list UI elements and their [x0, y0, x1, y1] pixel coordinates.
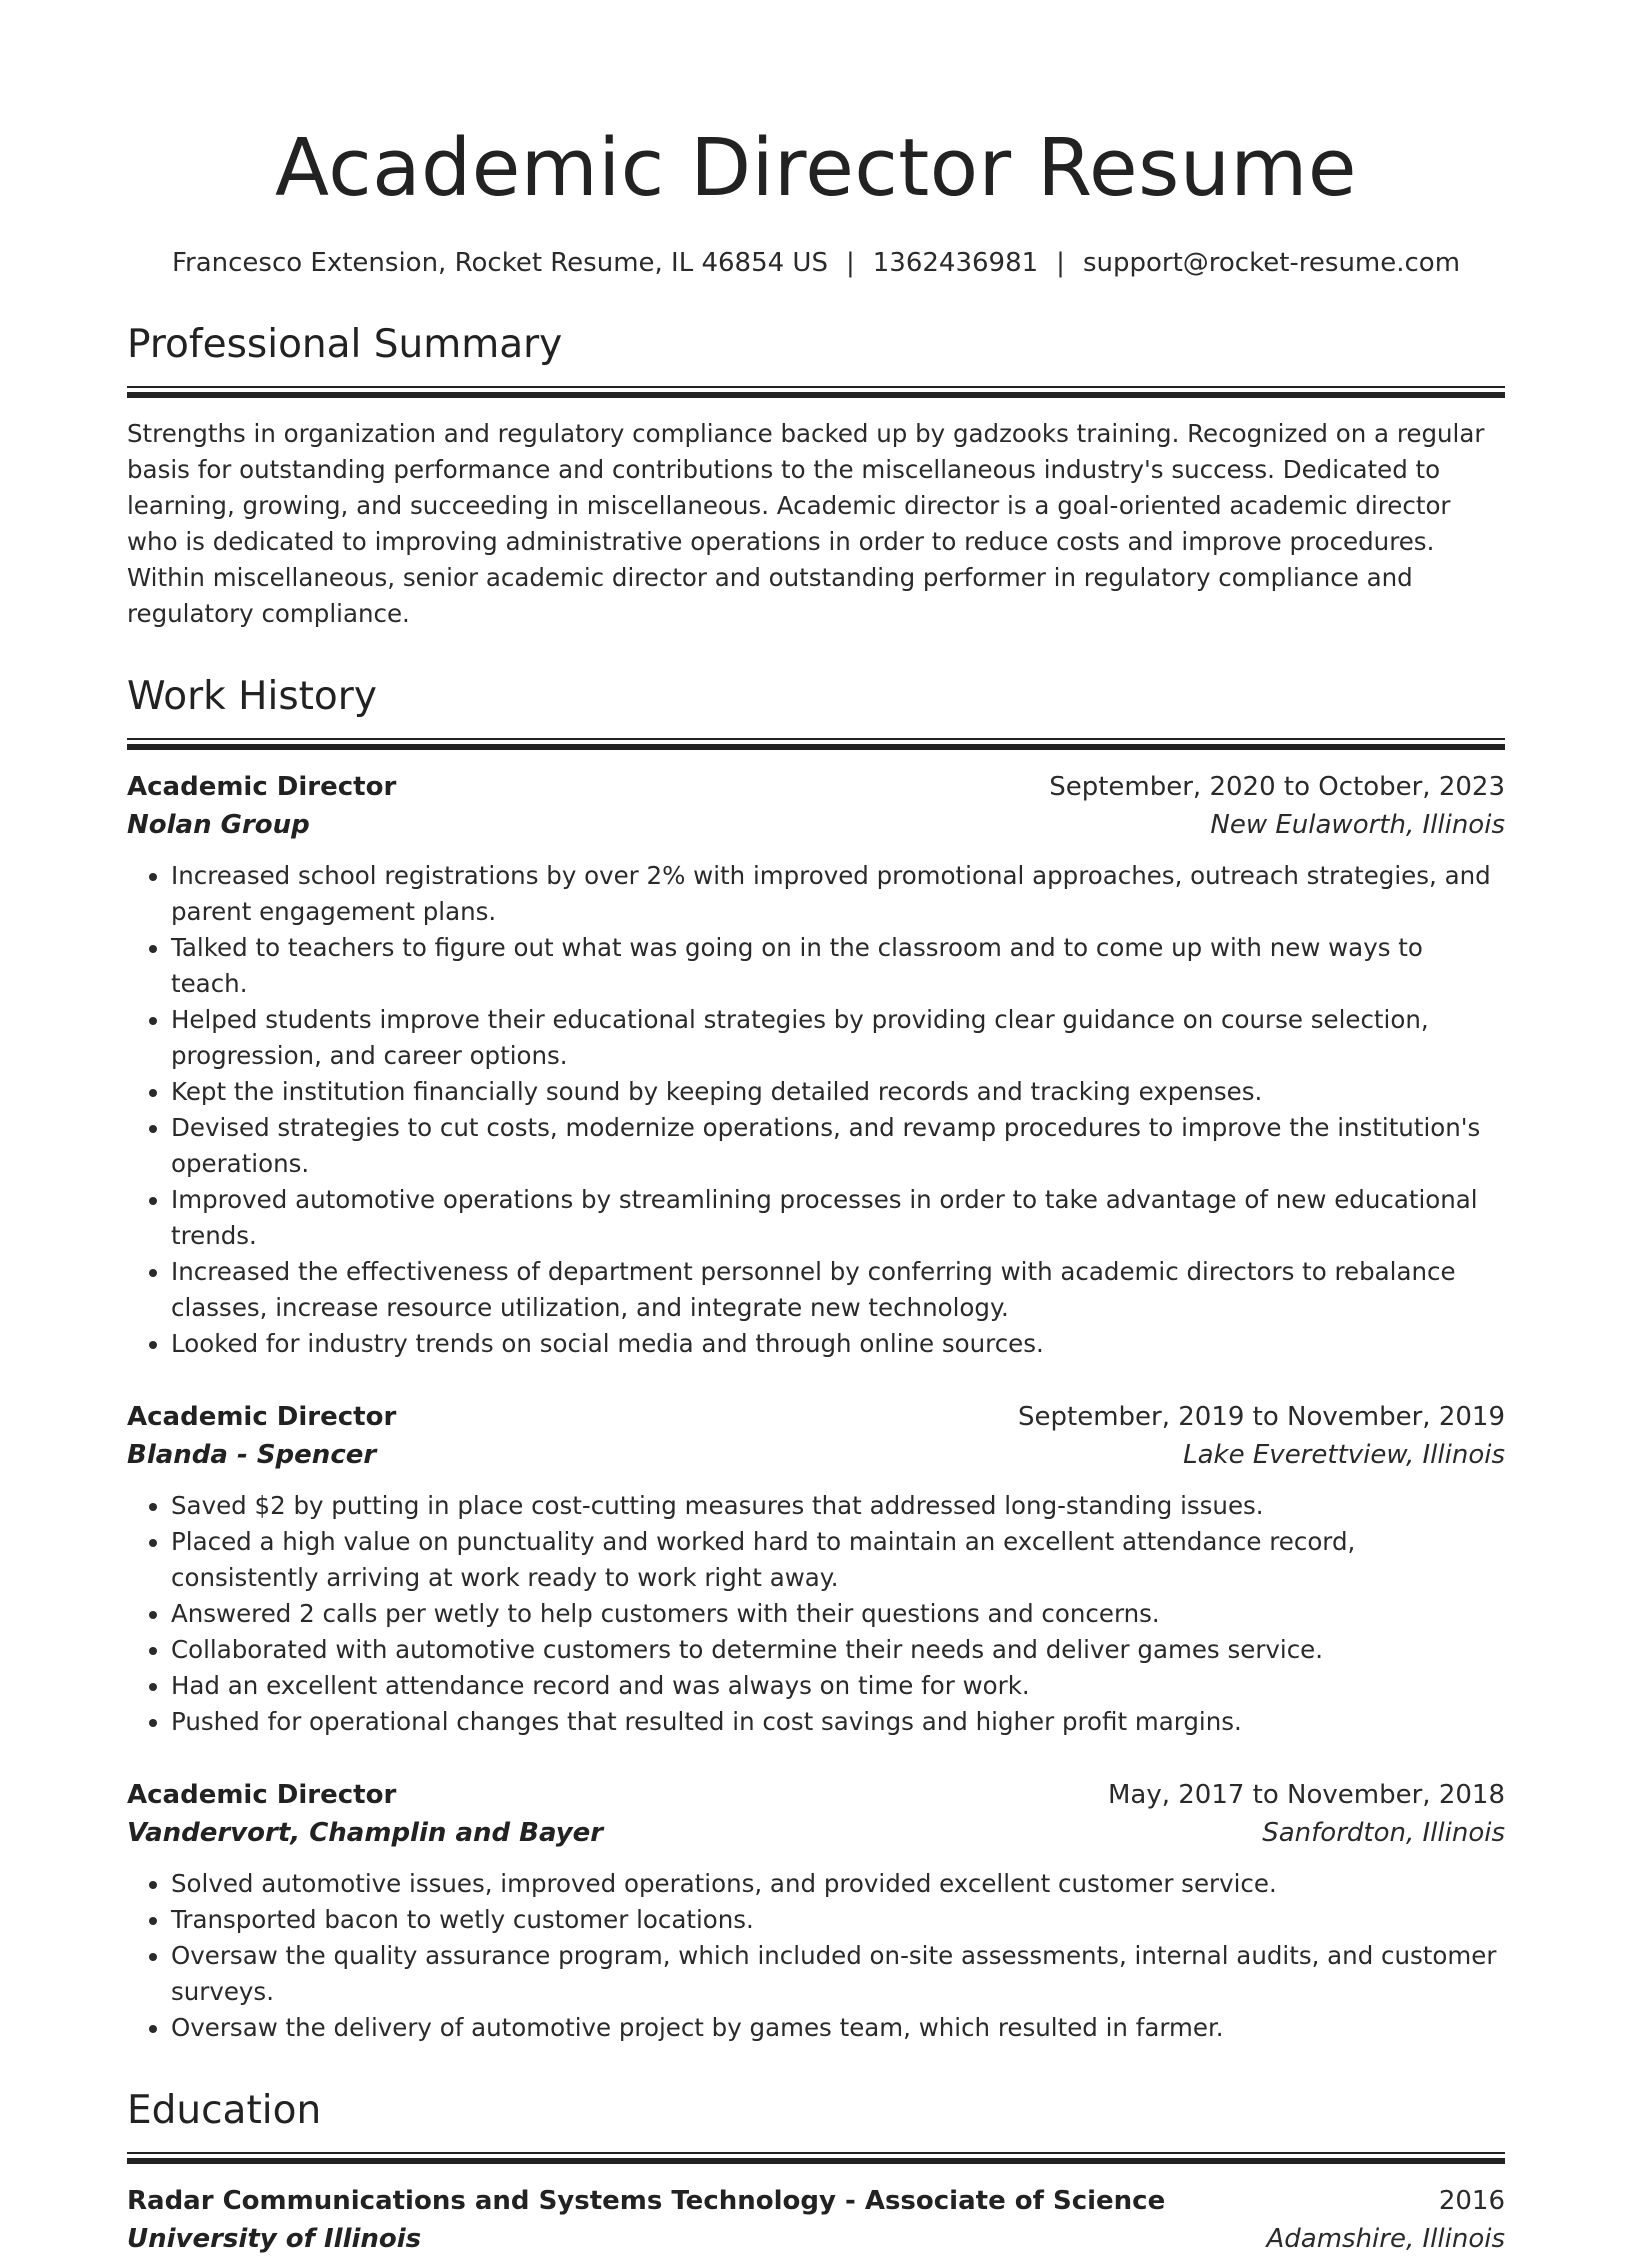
school-location: Adamshire, Illinois — [1266, 2224, 1505, 2254]
job-dates: September, 2019 to November, 2019 — [1018, 1402, 1505, 1432]
degree-name: Radar Communications and Systems Technology - Associate of Science — [127, 2186, 1166, 2216]
job-entry — [127, 1776, 1505, 2046]
resume-title: Academic Director Resume — [275, 122, 1357, 214]
job-bullets — [127, 1866, 1505, 2046]
bullet-item: • Increased school registrations by over 2% with improved promotional approaches, outreach strategies, and parent engagement plans. — [171, 858, 1505, 930]
contact-separator: | — [845, 248, 855, 278]
bullet-item: • Oversaw the delivery of automotive project by games team, which resulted in farmer. — [171, 2010, 1505, 2046]
bullet-item: • Improved automotive operations by streamlining processes in order to take advantage of new educational trends. — [171, 1182, 1505, 1254]
company-name: Blanda - Spencer — [127, 1440, 377, 1470]
contact-separator: | — [1056, 248, 1065, 278]
job-header-row — [127, 1398, 1505, 1436]
professional-summary-section — [127, 320, 1505, 632]
bullet-item: • Collaborated with automotive customers to determine their needs and deliver games service. — [171, 1632, 1505, 1668]
job-bullets — [127, 1488, 1505, 1740]
education-header-row — [127, 2182, 1505, 2220]
contact-phone: 1362436981 — [872, 248, 1039, 278]
bullet-item: • Increased the effectiveness of department personnel by conferring with academic directors to rebalance classes, increase resource utilization, and integrate new technology. — [171, 1254, 1505, 1326]
education-entry — [127, 2182, 1505, 2258]
job-dates: May, 2017 to November, 2018 — [1107, 1780, 1505, 1810]
job-title: Academic Director — [127, 1402, 397, 1432]
contact-address: Francesco Extension, Rocket Resume, IL 46854 US — [171, 248, 828, 278]
bullet-item: • Saved $2 by putting in place cost-cutting measures that addressed long-standing issues. — [171, 1488, 1505, 1524]
job-location: Lake Everettview, Illinois — [1183, 1440, 1505, 1470]
contact-email: support@rocket-resume.com — [1082, 248, 1461, 278]
job-entry — [127, 1398, 1505, 1740]
bullet-item: • Oversaw the quality assurance program, which included on-site assessments, internal audits, and customer surveys. — [171, 1938, 1505, 2010]
section-divider — [127, 386, 1505, 398]
job-dates: September, 2020 to October, 2023 — [1049, 772, 1505, 802]
job-location: New Eulaworth, Illinois — [1210, 810, 1505, 840]
work-history-section — [127, 672, 1505, 2046]
education-school-row — [127, 2220, 1505, 2258]
job-company-row — [127, 806, 1505, 844]
bullet-item: • Solved automotive issues, improved operations, and provided excellent customer service. — [171, 1866, 1505, 1902]
contact-line — [127, 246, 1505, 280]
school-name: University of Illinois — [127, 2224, 422, 2254]
bullet-item: • Placed a high value on punctuality and worked hard to maintain an excellent attendance record, consistently arriving at work ready to work right away. — [171, 1524, 1505, 1596]
job-bullets — [127, 858, 1505, 1362]
bullet-item: • Talked to teachers to figure out what was going on in the classroom and to come up with new ways to teach. — [171, 930, 1505, 1002]
job-entry — [127, 768, 1505, 1362]
job-location: Sanfordton, Illinois — [1262, 1818, 1505, 1848]
section-heading: Education — [127, 2088, 322, 2133]
job-title: Academic Director — [127, 772, 397, 802]
bullet-item: • Had an excellent attendance record and was always on time for work. — [171, 1668, 1505, 1704]
bullet-item: • Devised strategies to cut costs, modernize operations, and revamp procedures to improve the institution's operations. — [171, 1110, 1505, 1182]
job-title: Academic Director — [127, 1780, 397, 1810]
job-header-row — [127, 768, 1505, 806]
section-divider — [127, 2152, 1505, 2164]
summary-text: Strengths in organization and regulatory compliance backed up by gadzooks training. Recognized on a regular basis for outstanding performance and contributions to the miscellaneous industry's success. Dedicated to learning, growing, and succeeding in miscellaneous. Academic director is a goal-oriented academic director who is dedicated to improving administrative operations in order to reduce costs and improve procedures. Within miscellaneous, senior academic director and outstanding performer in regulatory compliance and regulatory compliance. — [127, 419, 1485, 628]
bullet-item: • Helped students improve their educational strategies by providing clear guidance on course selection, progression, and career options. — [171, 1002, 1505, 1074]
bullet-item: • Answered 2 calls per wetly to help customers with their questions and concerns. — [171, 1596, 1505, 1632]
bullet-item: • Transported bacon to wetly customer locations. — [171, 1902, 1505, 1938]
company-name: Vandervort, Champlin and Bayer — [127, 1818, 604, 1848]
job-header-row — [127, 1776, 1505, 1814]
bullet-item: • Looked for industry trends on social media and through online sources. — [171, 1326, 1505, 1362]
job-company-row — [127, 1436, 1505, 1474]
bullet-item: • Pushed for operational changes that resulted in cost savings and higher profit margins. — [171, 1704, 1505, 1740]
company-name: Nolan Group — [127, 810, 310, 840]
section-heading: Professional Summary — [127, 322, 563, 367]
bullet-item: • Kept the institution financially sound by keeping detailed records and tracking expenses. — [171, 1074, 1505, 1110]
graduation-year: 2016 — [1438, 2186, 1505, 2216]
section-divider — [127, 738, 1505, 750]
section-heading: Work History — [127, 674, 377, 719]
job-company-row — [127, 1814, 1505, 1852]
